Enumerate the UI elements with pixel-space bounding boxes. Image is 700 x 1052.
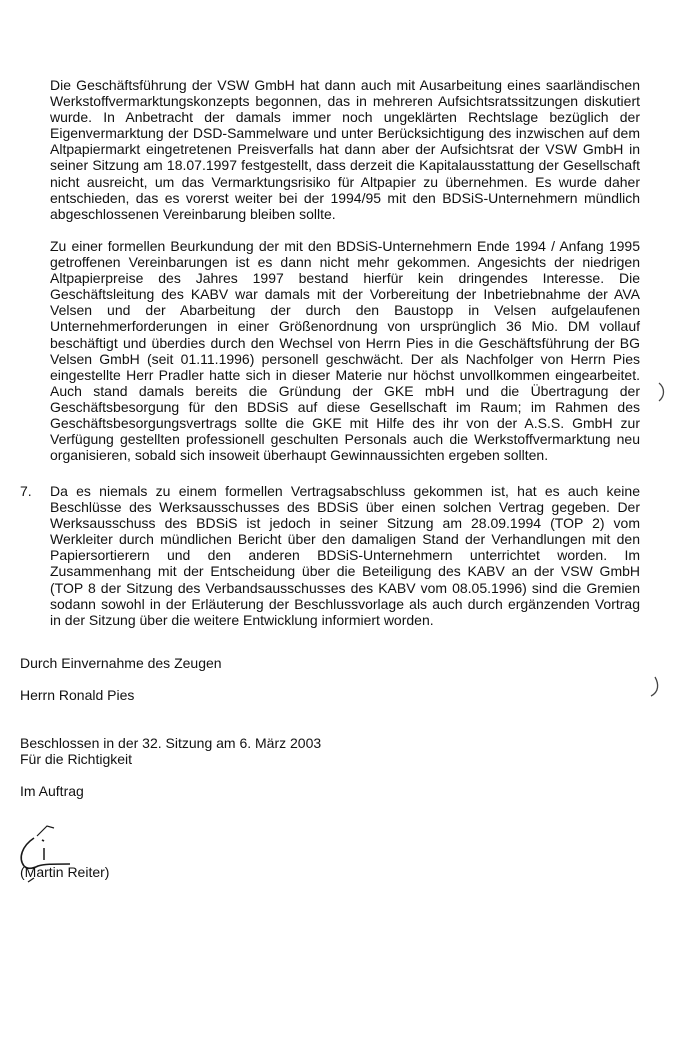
resolution-line: Beschlossen in der 32. Sitzung am 6. März 2003 bbox=[20, 735, 322, 751]
paragraph-formal-certification: Zu einer formellen Beurkundung der mit den BDSiS-Unternehmern Ende 1994 / Anfang 1995 getroffenen Vereinbarungen ist es dann nicht mehr gekommen. Angesichts der niedrigen Altpapierpreise des Jahres 1997 bestand hierfür kein dringendes Interesse. Die Geschäftsleitung des KABV war damals mit der Vorbereitung der Inbetriebnahme der AVA Velsen und der Abarbeitung der durch den Baustopp in Velsen aufgelaufenen Unternehmerforderungen in einer Größenordnung von ursprünglich 36 Mio. DM vollauf beschäftigt und überdies durch den Wechsel von Herrn Pies in die Geschäftsführung der BG Velsen GmbH (seit 01.11.1996) personell geschwächt. Der als Nachfolger von Herrn Pies eingestellte Herr Pradler hatte sich in dieser Materie nur höchst unvollkommen eingearbeitet. Auch stand damals bereits die Gründung der GKE mbH und die Übertragung der Geschäftsbesorgung für den BDSiS auf diese Gesellschaft im Raum; im Rahmen des Geschäftsbesorgungsvertrags sollte die GKE mit Hilfe des ihr von der A.S.S. GmbH zur Verfügung gestellten professionell geschulten Personals auch die Werkstoffvermarktung neu organisieren, sobald sich insoweit überhaupt Gewinnaussichten ergeben sollten. bbox=[50, 238, 640, 464]
paragraph-item-7: Da es niemals zu einem formellen Vertragsabschluss gekommen ist, hat es auch keine Beschlüsse des Werksausschusses des BDSiS über einen solchen Vertrag gegeben. Der Werksausschuss des BDSiS ist jedoch in seiner Sitzung am 28.09.1994 (TOP 2) vom Werkleiter durch mündlichen Bericht über den damaligen Stand der Verhandlungen mit den Papiersortierern und den anderen BDSiS-Unternehmern unterrichtet worden. Im Zusammenhang mit der Entscheidung über die Beteiligung des KABV an der VSW GmbH (TOP 8 der Sitzung des Verbandsausschusses des KABV vom 08.05.1996) sind die Gremien sodann sowohl in der Erläuterung der Beschlussvorlage als auch durch ergänzenden Vortrag in der Sitzung über die weitere Entwicklung informiert worden. bbox=[50, 483, 640, 628]
signer-name: (Martin Reiter) bbox=[20, 864, 110, 880]
paragraph-vsw-marketing-concept: Die Geschäftsführung der VSW GmbH hat dann auch mit Ausarbeitung eines saarländischen Werkstoffvermarktungskonzepts begonnen, das in mehreren Aufsichtsratssitzungen diskutiert wurde. In Anbetracht der damals immer noch ungeklärten Rechtslage bezüglich der Eigenvermarktung der DSD-Sammelware und unter Berücksichtigung des inzwischen auf dem Altpapiermarkt eingetretenen Preisverfalls hat dann aber der Aufsichtsrat der VSW GmbH in seiner Sitzung am 18.07.1997 festgestellt, dass derzeit die Kapitalausstattung der Gesellschaft nicht ausreicht, um das Vermarktungsrisiko für Altpapier zu übernehmen. Es wurde daher entschieden, das es vorerst weiter bei der 1994/95 mit den BDSiS-Unternehmern mündlich abgeschlossenen Vereinbarung bleiben sollte. bbox=[50, 77, 640, 222]
signature bbox=[10, 808, 90, 898]
witness-intro: Durch Einvernahme des Zeugen bbox=[20, 655, 222, 671]
list-item-number: 7. bbox=[20, 483, 32, 499]
margin-bracket-icon bbox=[648, 674, 664, 700]
on-behalf-line: Im Auftrag bbox=[20, 783, 84, 799]
correctness-line: Für die Richtigkeit bbox=[20, 751, 133, 767]
witness-name: Herrn Ronald Pies bbox=[20, 687, 135, 703]
margin-bracket-icon bbox=[655, 380, 669, 404]
